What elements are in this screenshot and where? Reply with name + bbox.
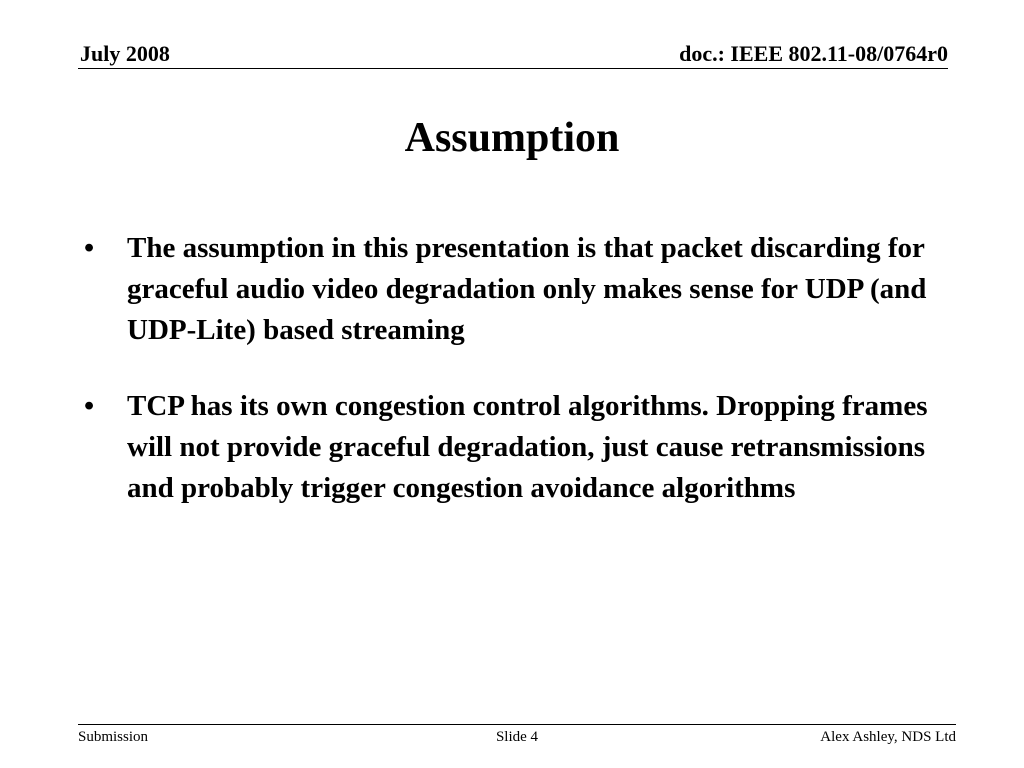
bullet-item (84, 386, 964, 509)
header-date: July 2008 (80, 41, 170, 66)
bullet-text: The assumption in this presentation is that packet discarding for graceful audio video degradation only makes sense for UDP (and UDP-Lite) based streaming (127, 232, 927, 346)
footer-slide-number: Slide 4 (495, 729, 539, 745)
footer-author: Alex Ashley, NDS Ltd (820, 729, 956, 745)
bullet-list (84, 228, 964, 509)
header-doc-id: doc.: IEEE 802.11-08/0764r0 (679, 41, 948, 66)
slide-title: Assumption (404, 115, 620, 161)
bullet-text: TCP has its own congestion control algorithms. Dropping frames will not provide graceful degradation, just cause retransmissions and probably trigger congestion avoidance algorithms (127, 390, 928, 504)
footer-divider (78, 724, 956, 725)
header-divider (78, 68, 948, 69)
bullet-icon: • (84, 390, 95, 422)
bullet-item (84, 228, 964, 351)
bullet-icon: • (84, 232, 95, 264)
footer-submission: Submission (78, 729, 149, 745)
